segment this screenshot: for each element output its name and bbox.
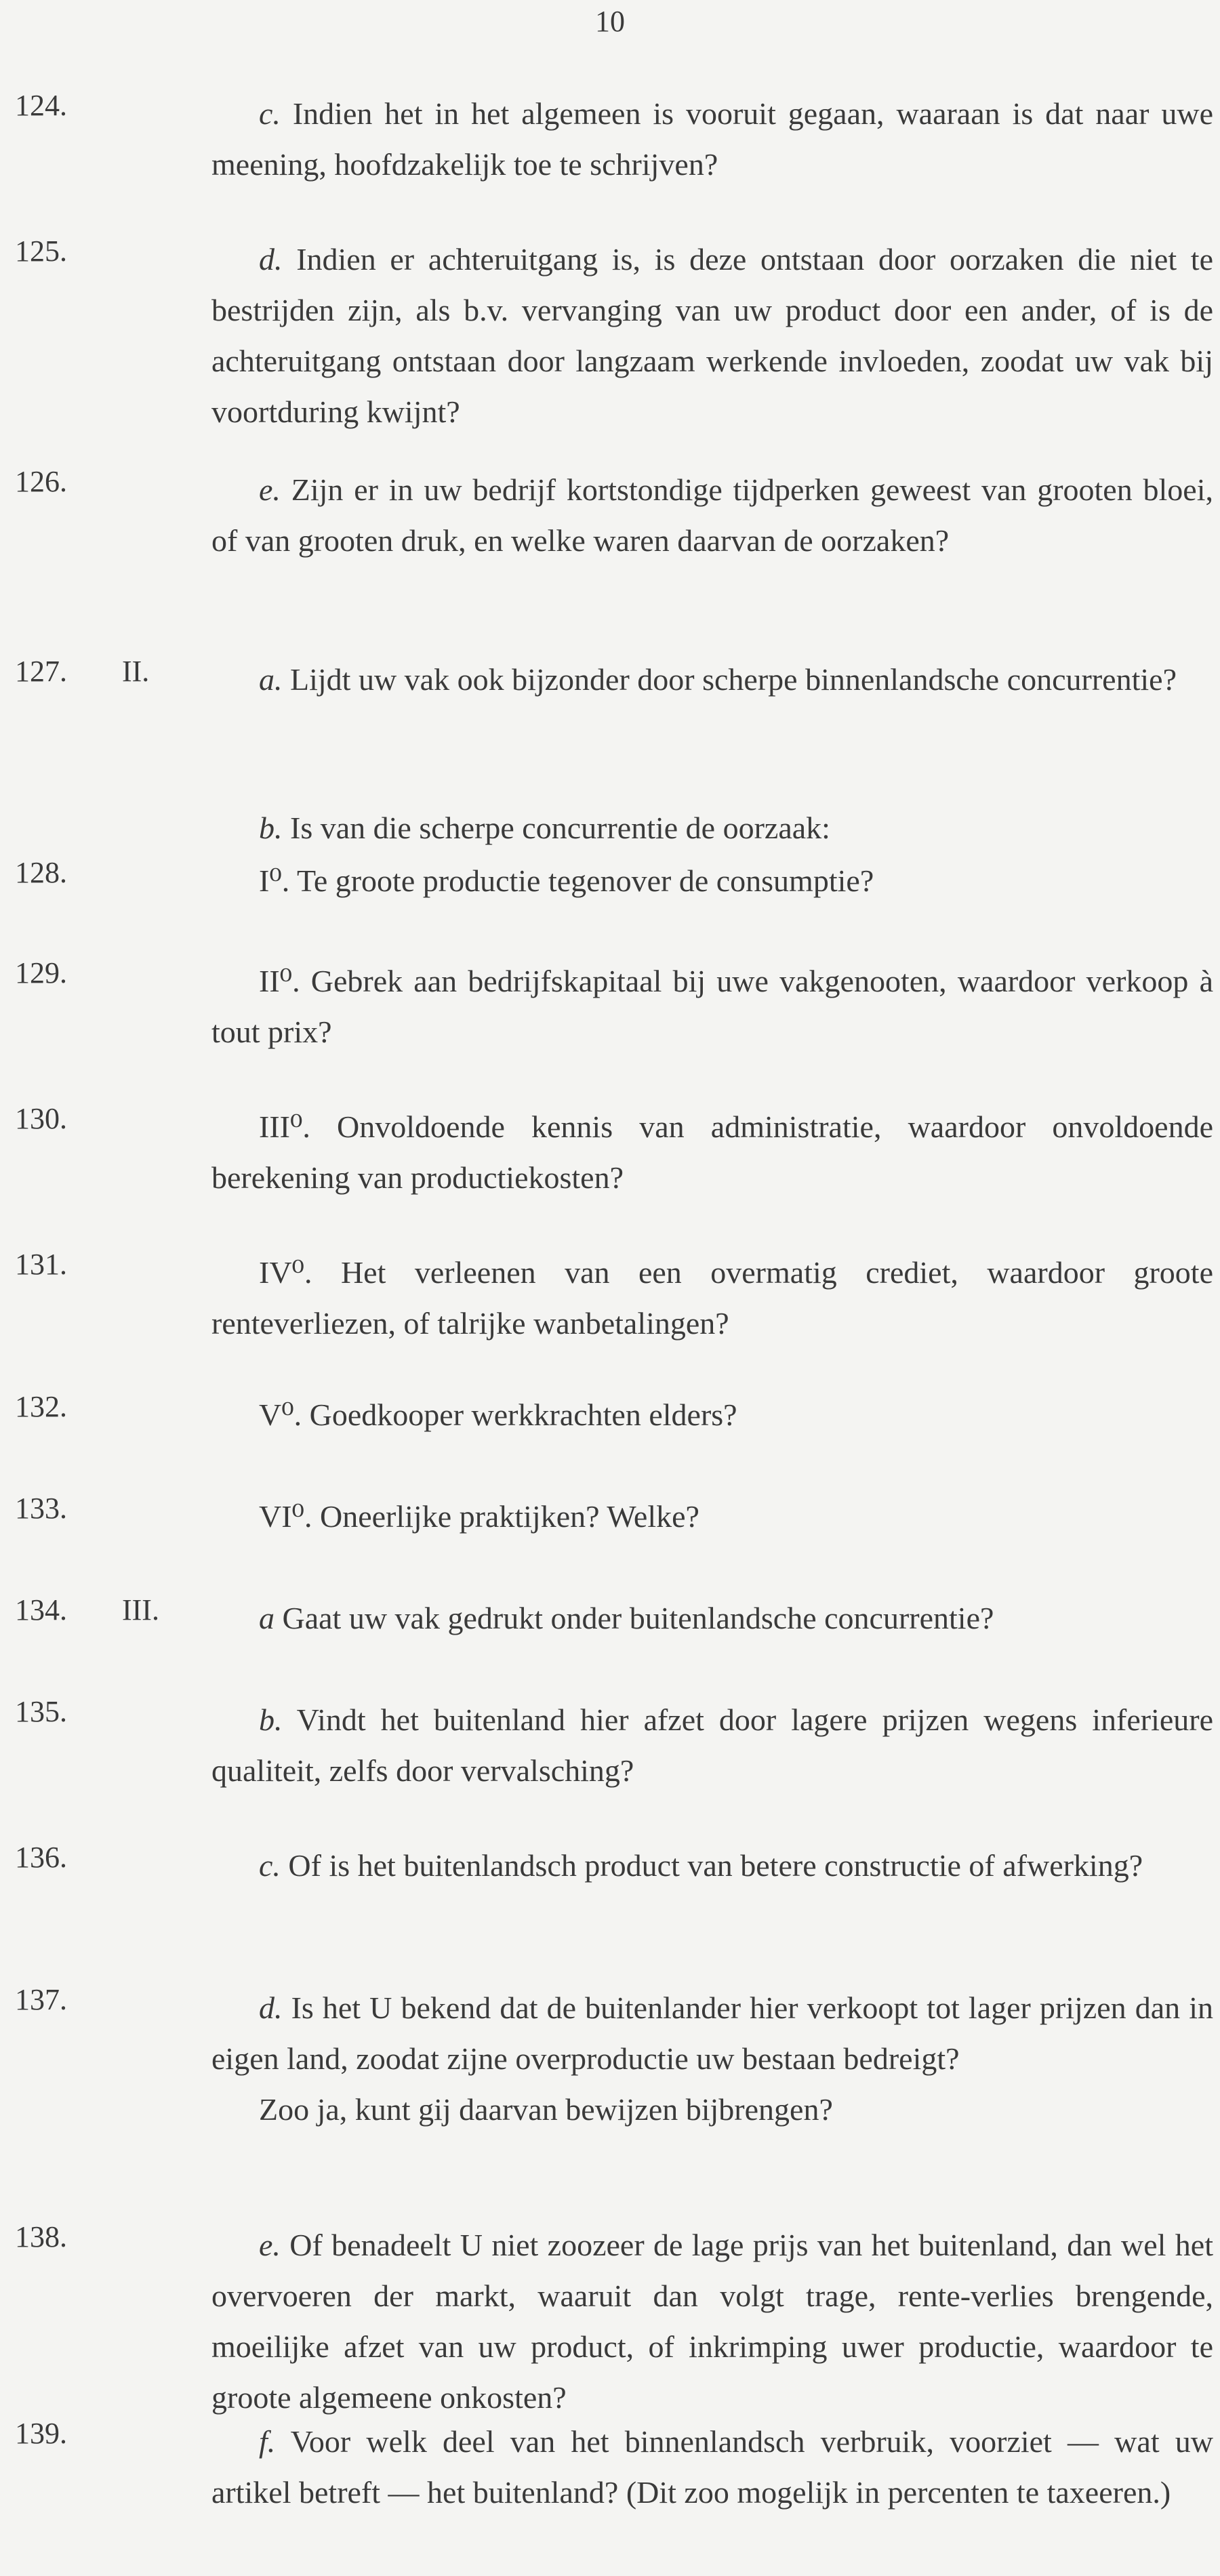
question-number: 124. [15,89,67,122]
question-number: 131. [15,1248,67,1281]
question-body: Te groote productie tegenover de consumptie? [296,863,874,898]
question-letter: f. [259,2424,276,2459]
question-followup: Zoo ja, kunt gij daarvan bewijzen bijbrengen? [259,2092,833,2127]
question-letter: e. [259,472,281,507]
question-number: 125. [15,234,67,268]
question-letter: b. [259,1702,283,1737]
question-text [211,1694,1213,1796]
question-number: 132. [15,1390,67,1423]
question-text [211,1982,1213,2135]
question-text [211,1840,1213,1891]
question-body: Onvoldoende kennis van administratie, waardoor onvoldoende berekening van productiekosten? [211,1109,1214,1195]
question-letter: a [259,1601,274,1635]
question-number: 126. [15,465,67,498]
question-number: 138. [15,2220,67,2253]
question-number: 137. [15,1983,67,2016]
subheading-text: Is van die scherpe concurrentie de oorzaak: [290,811,830,845]
question-body: Indien er achteruitgang is, is deze ontstaan door oorzaken die niet te bestrijden zijn, als b.v. vervanging van uw product door een ander, of is de achteruitgang ontstaan door langzaam werkende invloeden, zoodat uw vak bij voortduring kwijnt? [211,242,1213,429]
question-letter: II⁰. [259,964,300,998]
question-text [211,956,1213,1057]
question-body: Goedkooper werkkrachten elders? [309,1397,737,1432]
question-body: Gaat uw vak gedrukt onder buitenlandsche concurrentie? [282,1601,994,1635]
question-text [211,855,1213,906]
question-body: Voor welk deel van het binnenlandsch verbruik, voorziet — wat uw artikel betreft — het buitenland? (Dit zoo mogelijk in percenten te taxeeren.) [211,2424,1213,2510]
question-number: 133. [15,1492,67,1525]
question-text [211,1247,1213,1349]
question-number: 130. [15,1102,67,1135]
question-letter: c. [259,1848,281,1883]
question-text [211,1593,1213,1643]
question-number: 127. [15,655,67,688]
question-body: Lijdt uw vak ook bijzonder door scherpe binnenlandsche concurrentie? [290,662,1177,697]
question-text [211,1491,1213,1542]
question-text [211,2416,1213,2518]
section-number: III. [122,1593,159,1627]
question-letter: a. [259,662,283,697]
question-body: Of is het buitenlandsch product van betere constructie of afwerking? [288,1848,1143,1883]
question-text [211,234,1213,437]
question-letter: IV⁰. [259,1255,312,1290]
question-text [211,2220,1213,2423]
question-letter: V⁰. [259,1397,302,1432]
question-body: Of benadeelt U niet zoozeer de lage prijs van het buitenland, dan wel het overvoeren der markt, waaruit dan volgt trage, rente-verlies brengende, moeilijke afzet van uw product, of inkrimping uwer productie, waardoor te groote algemeene onkosten? [211,2228,1213,2415]
question-body: Het verleenen van een overmatig crediet, waardoor groote renteverliezen, of talrijke wanbetalingen? [211,1255,1213,1341]
question-letter: e. [259,2228,281,2262]
question-body: Gebrek aan bedrijfskapitaal bij uwe vakgenooten, waardoor verkoop à tout prix? [211,964,1213,1049]
question-body: Oneerlijke praktijken? Welke? [319,1499,699,1534]
subheading [259,810,830,846]
question-body: Vindt het buitenland hier afzet door lagere prijzen wegens inferieure qualiteit, zelfs door vervalsching? [211,1702,1214,1788]
question-body: Is het U bekend dat de buitenlander hier verkoopt tot lager prijzen dan in eigen land, zoodat zijne overproductie uw bestaan bedreigt? [211,1990,1213,2076]
question-text [211,88,1213,190]
question-number: 128. [15,856,67,889]
section-number: II. [122,655,150,688]
page-number: 10 [595,5,625,38]
question-letter: c. [259,96,281,131]
question-letter: d. [259,1990,283,2025]
question-body: Zijn er in uw bedrijf kortstondige tijdperken geweest van grooten bloei, of van grooten druk, en welke waren daarvan de oorzaken? [211,472,1214,558]
question-number: 139. [15,2417,67,2450]
question-letter: VI⁰. [259,1499,312,1534]
question-text [211,464,1213,566]
question-text [211,1389,1213,1440]
question-number: 134. [15,1593,67,1627]
question-number: 135. [15,1695,67,1728]
subheading-letter: b. [259,811,283,845]
question-number: 129. [15,956,67,989]
question-body: Indien het in het algemeen is vooruit gegaan, waaraan is dat naar uwe meening, hoofdzakelijk toe te schrijven? [211,96,1213,182]
question-letter: d. [259,242,283,277]
question-number: 136. [15,1841,67,1874]
question-letter: I⁰. [259,863,290,898]
question-text [211,1101,1213,1203]
question-text [211,654,1213,705]
question-letter: III⁰. [259,1109,310,1144]
